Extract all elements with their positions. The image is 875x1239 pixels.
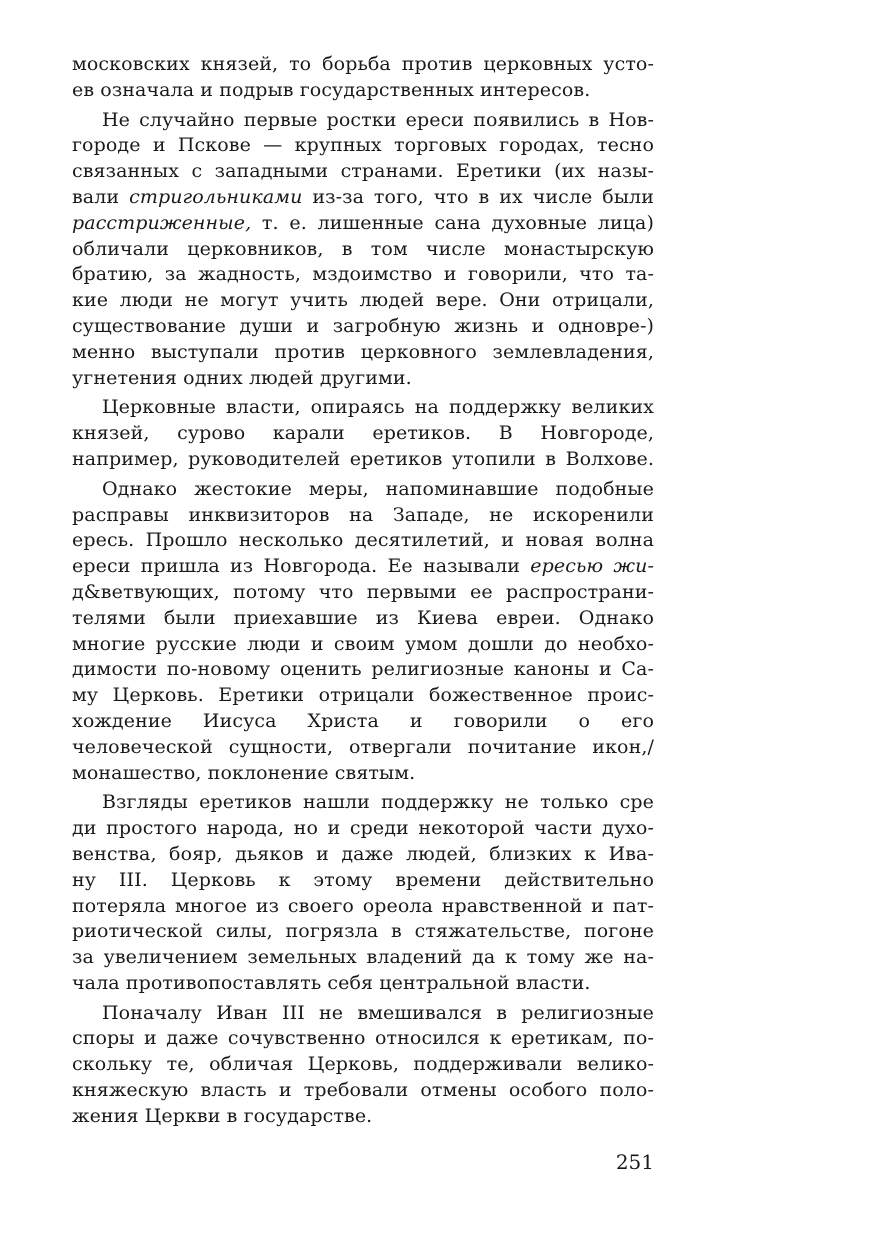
- text-line: телями были приехавшие из Киева евреи. Однако: [72, 606, 654, 629]
- text-line: Взгляды еретиков нашли поддержку не только сре: [102, 791, 654, 814]
- text-line: споры и даже сочувственно относился к еретикам, по-: [72, 1027, 654, 1050]
- text-line: угнетения одних людей другими.: [72, 366, 412, 389]
- text-line: ересь. Прошло несколько десятилетий, и новая волна: [72, 529, 654, 552]
- italic-term: стригольниками: [129, 185, 303, 208]
- text-line: менно выступали против церковного землевладения,: [72, 340, 654, 363]
- text-line: [72, 554, 654, 580]
- text-line: Церковные власти, опираясь на поддержку великих: [102, 396, 654, 419]
- text-line: му Церковь. Еретики отрицали божественное проис-: [72, 684, 654, 707]
- text-line: кие люди не могут учить людей вере. Они отрицали,: [72, 289, 654, 312]
- text-line: [72, 211, 654, 237]
- text-line: ев означала и подрыв государственных интересов.: [72, 78, 591, 101]
- text-line: Поначалу Иван III не вмешивался в религиозные: [102, 1001, 654, 1024]
- page-number: 251: [615, 1150, 654, 1174]
- text-line: связанных с западными странами. Еретики (их назы-: [72, 160, 654, 183]
- italic-term: расстриженные,: [72, 211, 252, 234]
- text-span: из-за того, что в их числе были: [302, 185, 654, 208]
- text-span: вали: [72, 185, 130, 208]
- text-line: димости по-новому оценить религиозные каноны и Са-: [72, 658, 654, 681]
- text-line: братию, за жадность, мздоимство и говорили, что та-: [72, 263, 654, 286]
- text-line: скольку те, обличая Церковь, поддерживали велико-: [72, 1053, 654, 1076]
- text-line: княжескую власть и требовали отмены особого поло-: [72, 1079, 654, 1102]
- text-line: д&ветвующих, потому что первыми ее распространи-: [72, 580, 654, 603]
- text-line: обличали церковников, в том числе монастырскую: [72, 237, 654, 260]
- text-line: московских князей, то борьба против церковных усто-: [72, 53, 654, 75]
- text-line: Не случайно первые ростки ереси появились в Нов-: [102, 108, 654, 131]
- text-line: монашество, поклонение святым.: [72, 761, 416, 784]
- text-line: чала противопоставлять себя центральной власти.: [72, 971, 591, 994]
- text-line: ну III. Церковь к этому времени действительно: [72, 868, 654, 891]
- text-line: жения Церкви в государстве.: [72, 1104, 373, 1127]
- text-line: потеряла многое из своего ореола нравственной и пат-: [72, 894, 654, 917]
- text-span: ереси пришла из Новгорода. Ее называли: [72, 555, 531, 578]
- italic-term: ересью жи-: [530, 555, 654, 578]
- text-line: городе и Пскове — крупных торговых городах, тесно: [72, 134, 654, 157]
- text-line: Однако жестокие меры, напоминавшие подобные: [102, 477, 654, 500]
- text-line: ди простого народа, но и среди некоторой части духо-: [72, 817, 654, 840]
- text-line: например, руководителей еретиков утопили в Волхове.: [72, 447, 654, 470]
- text-line: многие русские люди и своим умом дошли до необхо-: [72, 632, 654, 655]
- text-line: венства, бояр, дьяков и даже людей, близких к Ива-: [72, 842, 654, 865]
- text-line: за увеличением земельных владений да к тому же на-: [72, 946, 654, 969]
- text-span: т. е. лишенные сана духовные лица): [251, 211, 654, 234]
- text-line: человеческой сущности, отвергали почитание икон,/: [72, 735, 654, 758]
- text-line: существование души и загробную жизнь и одновре-): [72, 314, 654, 337]
- text-line: [72, 185, 654, 211]
- page-body: [72, 52, 654, 1130]
- text-line: расправы инквизиторов на Западе, не искоренили: [72, 503, 654, 526]
- text-line: хождение Иисуса Христа и говорили о его: [72, 709, 654, 732]
- text-line: князей, сурово карали еретиков. В Новгороде,: [72, 422, 654, 445]
- text-line: риотической силы, погрязла в стяжательстве, погоне: [72, 920, 654, 943]
